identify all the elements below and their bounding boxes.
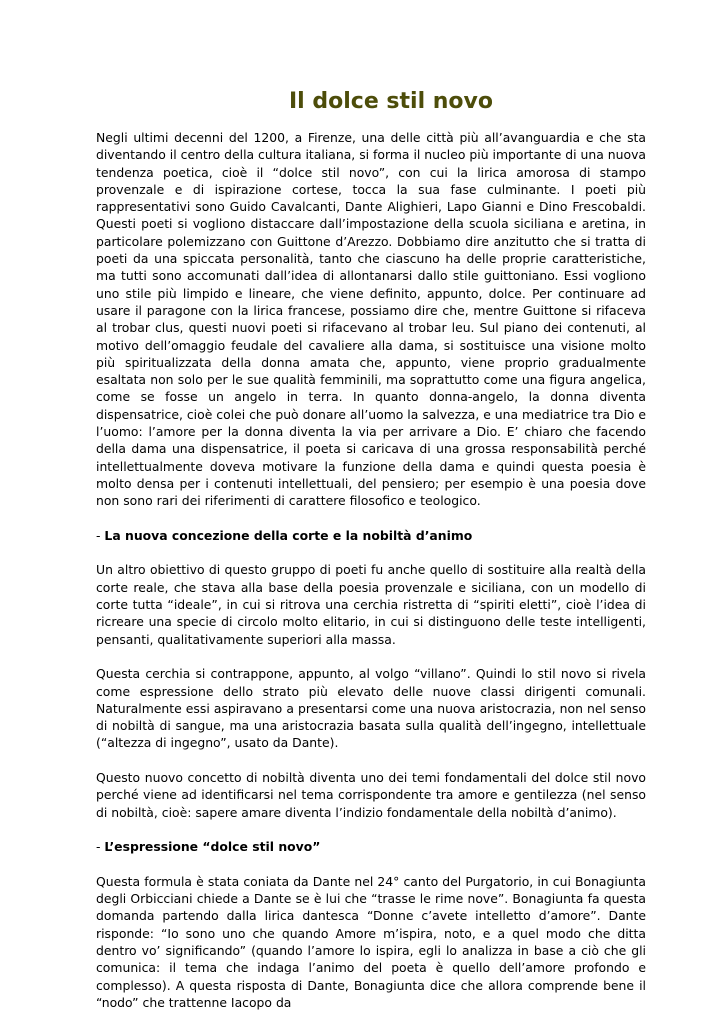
paragraph-spacer: [96, 648, 646, 665]
espressione-paragraph-1: Questa formula è stata coniata da Dante nel 24° canto del Purgatorio, in cui Bonagiunta degli Orbicciani chiede a Dante se è lui che “trasse le rime nove”. Bonagiunta fa questa domanda partendo dalla lirica dantesca “Donne c’avete intelletto d’amore”. Dante risponde: “Io sono uno che quando Amore m’ispira, noto, e a quel modo che ditta dentro vo’ significando” (quando l’amore lo ispira, egli lo analizza in base a ciò che gli comunica: il tema che indaga l’animo del poeta è quello dell’amore profondo e complesso). A questa risposta di Dante, Bonagiunta dice che allora comprende bene il “nodo” che trattenne Iacopo da: [96, 873, 646, 1010]
heading-text: L’espressione “dolce stil novo”: [104, 839, 321, 855]
intro-paragraph: Negli ultimi decenni del 1200, a Firenze, una delle città più all’avanguardia e che sta diventando il centro della cultura italiana, si forma il nucleo più importante di una nuova tendenza poetica, cioè il “dolce stil novo”, con cui la lirica amorosa di stampo provenzale e di ispirazione cortese, tocca la sua fase culminante. I poeti più rappresentativi sono Guido Cavalcanti, Dante Alighieri, Lapo Gianni e Dino Frescobaldi. Questi poeti si vogliono distaccare dall’impostazione della scuola siciliana e aretina, in particolare polemizzano con Guittone d’Arezzo. Dobbiamo dire anzitutto che si tratta di poeti da una spiccata personalità, tanto che ciascuno ha delle proprie caratteristiche, ma tutti sono accomunati dall’idea di allontanarsi dallo stile guittoniano. Essi vogliono uno stile più limpido e lineare, che viene definito, appunto, dolce. Per continuare ad usare il paragone con la lirica francese, possiamo dire che, mentre Guittone si rifaceva al trobar clus, questi nuovi poeti si rifacevano al trobar leu. Sul piano dei contenuti, al motivo dell’omaggio feudale del cavaliere alla dama, si sostituisce una visione molto più spiritualizzata della donna amata che, appunto, viene proprio gradualmente esaltata non solo per le sue qualità femminili, ma soprattutto come una figura angelica, come se fosse un angelo in terra. In quanto donna-angelo, la donna diventa dispensatrice, cioè colei che può donare all’uomo la salvezza, e una mediatrice tra Dio e l’uomo: l’amore per la donna diventa la via per arrivare a Dio. E’ chiaro che facendo della dama una dispensatrice, il poeta si caricava di una grossa responsabilità perché intellettualmente doveva motivare la funzione della dama e quindi questa poesia è molto densa per i contenuti intellettuali, del pensiero; per esempio è una poesia dove non sono rari dei riferimenti di carattere filosofico e teologico.: [96, 130, 646, 509]
document-page: [96, 86, 646, 1011]
paragraph-spacer: [96, 821, 646, 838]
heading-dash: -: [96, 527, 105, 543]
heading-dash: -: [96, 839, 105, 855]
corte-paragraph-2: Questa cerchia si contrappone, appunto, al volgo “villano”. Quindi lo stil novo si rivela come espressione dello strato più elevato delle nuove classi dirigenti comunali. Naturalmente essi aspiravano a presentarsi come una nuova aristocrazia, non nel senso di nobiltà di sangue, ma una aristocrazia basata sulla qualità dell’ingegno, intellettuale (“altezza di ingegno”, usato da Dante).: [96, 666, 646, 751]
document-title: Il dolce stil novo: [289, 89, 493, 114]
corte-paragraph-1: Un altro obiettivo di questo gruppo di poeti fu anche quello di sostituire alla realtà della corte reale, che stava alla base della poesia provenzale e siciliana, con un modello di corte tutta “ideale”, in cui si ritrova una cerchia ristretta di “spiriti eletti”, cioè l’idea di ricreare una specie di circolo molto elitario, in cui si distinguono delle teste intelligenti, pensanti, qualitativamente superiori alla massa.: [96, 562, 646, 647]
paragraph-spacer: [96, 752, 646, 769]
paragraph-spacer: [96, 855, 646, 872]
corte-paragraph-3: Questo nuovo concetto di nobiltà diventa uno dei temi fondamentali del dolce stil novo perché viene ad identificarsi nel tema corrispondente tra amore e gentilezza (nel senso di nobiltà, cioè: sapere amare diventa l’indizio fondamentale della nobiltà d’animo).: [96, 769, 646, 820]
section-heading-corte: [96, 527, 646, 544]
paragraph-spacer: [96, 510, 646, 527]
heading-text: La nuova concezione della corte e la nobiltà d’animo: [104, 527, 473, 543]
paragraph-spacer: [96, 544, 646, 561]
section-heading-espressione: [96, 838, 646, 855]
